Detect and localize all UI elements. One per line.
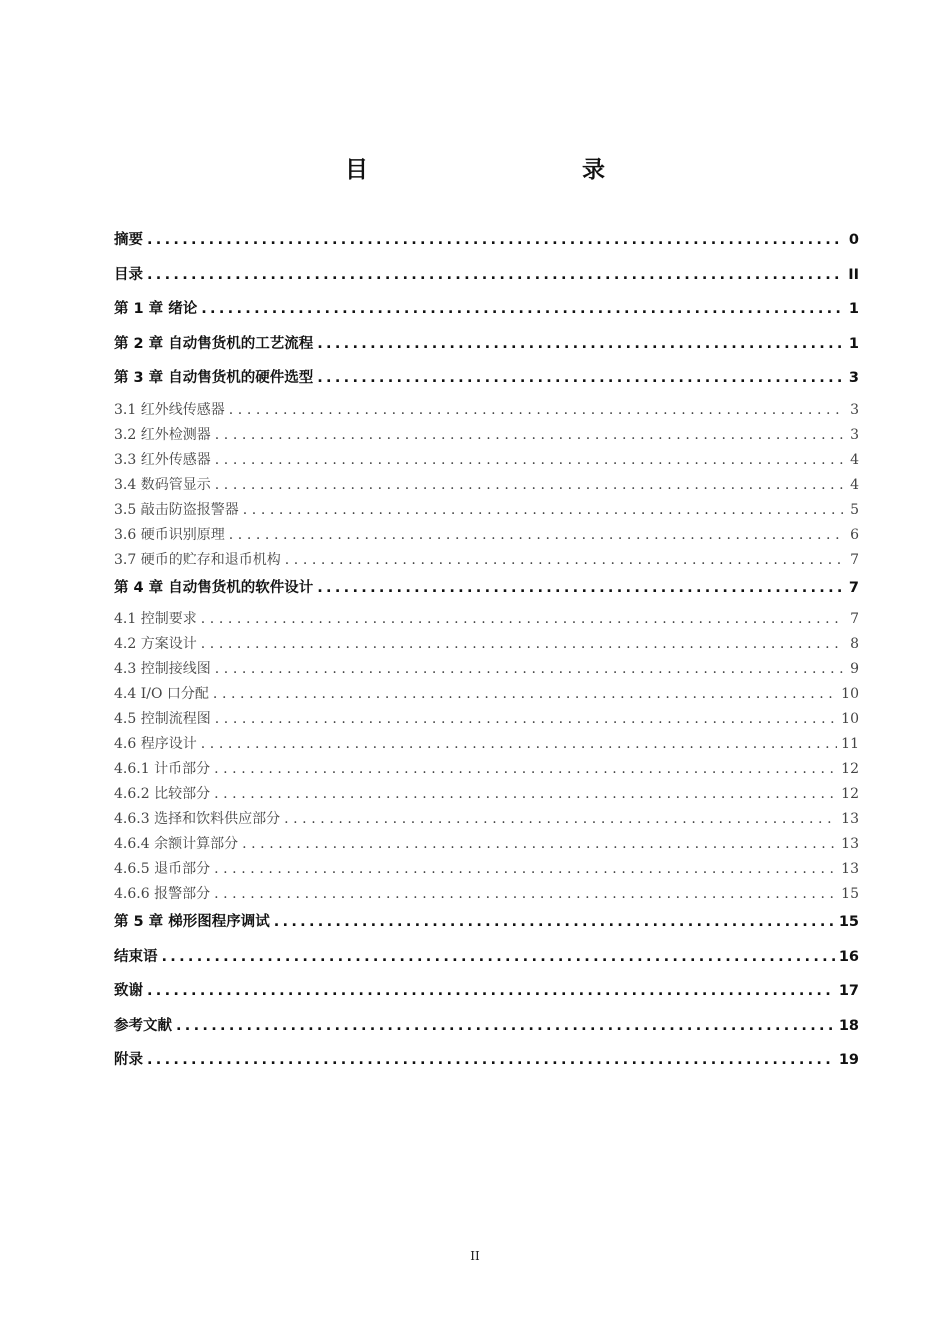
toc-entry-page: 13 [841,811,859,827]
toc-dot-leader [285,549,843,571]
toc-entry-label: 4.6.5 退币部分 [114,861,211,877]
toc-entry[interactable] [114,943,859,978]
toc-dot-leader [214,758,837,780]
toc-entry[interactable] [114,474,859,499]
toc-entry-label: 致谢 [114,983,143,999]
toc-entry-label: 第 5 章 梯形图程序调试 [114,914,270,930]
toc-entry[interactable] [114,833,859,858]
toc-dot-leader [317,364,843,392]
toc-entry[interactable] [114,858,859,883]
toc-dot-leader [162,943,835,971]
toc-entry-label: 3.1 红外线传感器 [114,401,225,418]
toc-entry-page: 13 [841,861,859,877]
toc-dot-leader [215,658,843,680]
toc-dot-leader [317,330,843,358]
toc-entry-page: 12 [841,761,859,777]
toc-entry-page: 5 [850,501,859,518]
toc-dot-leader [229,524,843,546]
toc-entry-label: 3.3 红外传感器 [114,451,211,468]
toc-entry-page: 1 [848,301,859,317]
toc-entry-page: 4 [850,451,859,468]
toc-entry-label: 第 4 章 自动售货机的软件设计 [114,579,314,596]
toc-entry[interactable] [114,733,859,758]
toc-entry[interactable] [114,424,859,449]
toc-entry-page: 15 [838,914,859,930]
toc-entry-page: 10 [841,711,859,727]
toc-entry-label: 4.6.6 报警部分 [114,886,211,902]
toc-entry-page: 3 [850,426,859,443]
table-of-contents [114,226,859,1081]
toc-entry-page: 7 [848,579,859,596]
toc-entry[interactable] [114,364,859,399]
toc-entry-page: 7 [850,611,859,627]
toc-entry[interactable] [114,1012,859,1047]
toc-entry-page: II [848,266,859,283]
toc-entry[interactable] [114,574,859,609]
toc-entry-label: 第 3 章 自动售货机的硬件选型 [114,370,314,386]
toc-entry-page: 16 [838,948,859,965]
toc-dot-leader [229,399,843,421]
toc-dot-leader [215,474,843,496]
toc-dot-leader [147,1046,835,1074]
toc-dot-leader [201,633,843,655]
toc-entry-page: 11 [841,736,859,752]
toc-dot-leader [214,783,837,805]
toc-entry-label: 4.1 控制要求 [114,611,197,627]
toc-entry-label: 4.6.2 比较部分 [114,786,211,802]
toc-dot-leader [215,449,843,471]
toc-entry-label: 3.5 敲击防盗报警器 [114,501,239,518]
toc-entry-label: 4.6.4 余额计算部分 [114,836,239,852]
toc-dot-leader [201,295,843,323]
toc-entry[interactable] [114,908,859,943]
toc-dot-leader [214,858,837,880]
toc-entry-label: 3.2 红外检测器 [114,426,211,443]
toc-entry-page: 7 [850,551,859,568]
toc-entry[interactable] [114,399,859,424]
toc-entry-label: 附录 [114,1052,143,1068]
toc-entry-label: 第 1 章 绪论 [114,301,198,317]
toc-dot-leader [201,608,843,630]
toc-entry-label: 第 2 章 自动售货机的工艺流程 [114,335,314,352]
toc-entry-label: 3.4 数码管显示 [114,476,211,493]
toc-entry[interactable] [114,708,859,733]
toc-dot-leader [214,883,837,905]
toc-entry-page: 10 [841,686,859,702]
toc-entry[interactable] [114,226,859,261]
toc-entry-page: 3 [850,401,859,418]
toc-entry[interactable] [114,261,859,296]
toc-entry-label: 4.2 方案设计 [114,636,197,652]
toc-entry[interactable] [114,883,859,908]
toc-entry-page: 13 [841,836,859,852]
toc-dot-leader [215,708,837,730]
page-number: II [470,1249,480,1263]
toc-dot-leader [317,574,843,602]
toc-entry-page: 19 [838,1052,859,1068]
toc-entry[interactable] [114,449,859,474]
toc-entry-page: 4 [850,476,859,493]
toc-entry[interactable] [114,758,859,783]
toc-entry-label: 3.7 硬币的贮存和退币机构 [114,551,281,568]
toc-entry[interactable] [114,783,859,808]
toc-dot-leader [242,833,837,855]
toc-entry-page: 17 [838,983,859,999]
toc-entry-label: 4.3 控制接线图 [114,661,211,677]
toc-entry[interactable] [114,683,859,708]
toc-entry[interactable] [114,633,859,658]
toc-entry-label: 摘要 [114,232,143,248]
toc-entry-page: 8 [850,636,859,652]
toc-entry-label: 4.5 控制流程图 [114,711,211,727]
toc-entry[interactable] [114,608,859,633]
page-title: 目 录 [345,157,661,183]
toc-entry-page: 18 [838,1017,859,1034]
toc-dot-leader [147,977,835,1005]
toc-entry-label: 4.6.3 选择和饮料供应部分 [114,811,281,827]
toc-dot-leader [215,424,843,446]
toc-entry-page: 3 [848,370,859,386]
toc-entry-page: 1 [848,335,859,352]
toc-entry-page: 6 [850,526,859,543]
toc-entry[interactable] [114,295,859,330]
toc-entry-page: 0 [848,232,859,248]
toc-dot-leader [201,733,837,755]
toc-dot-leader [147,226,843,254]
toc-entry[interactable] [114,1046,859,1081]
toc-entry-label: 4.6 程序设计 [114,736,197,752]
toc-entry-label: 结束语 [114,948,158,965]
toc-entry[interactable] [114,549,859,574]
toc-entry-label: 3.6 硬币识别原理 [114,526,225,543]
toc-entry[interactable] [114,808,859,833]
toc-entry-page: 12 [841,786,859,802]
toc-entry[interactable] [114,977,859,1012]
toc-entry[interactable] [114,524,859,549]
toc-dot-leader [274,908,835,936]
toc-entry-label: 4.6.1 计币部分 [114,761,211,777]
toc-entry-page: 15 [841,886,859,902]
toc-dot-leader [147,261,843,289]
toc-entry[interactable] [114,499,859,524]
toc-entry[interactable] [114,658,859,683]
toc-dot-leader [243,499,843,521]
toc-dot-leader [284,808,837,830]
toc-entry-label: 参考文献 [114,1017,172,1034]
toc-entry-page: 9 [850,661,859,677]
toc-entry[interactable] [114,330,859,365]
toc-dot-leader [213,683,837,705]
toc-dot-leader [176,1012,835,1040]
toc-entry-label: 目录 [114,266,143,283]
toc-entry-label: 4.4 I/O 口分配 [114,686,209,702]
